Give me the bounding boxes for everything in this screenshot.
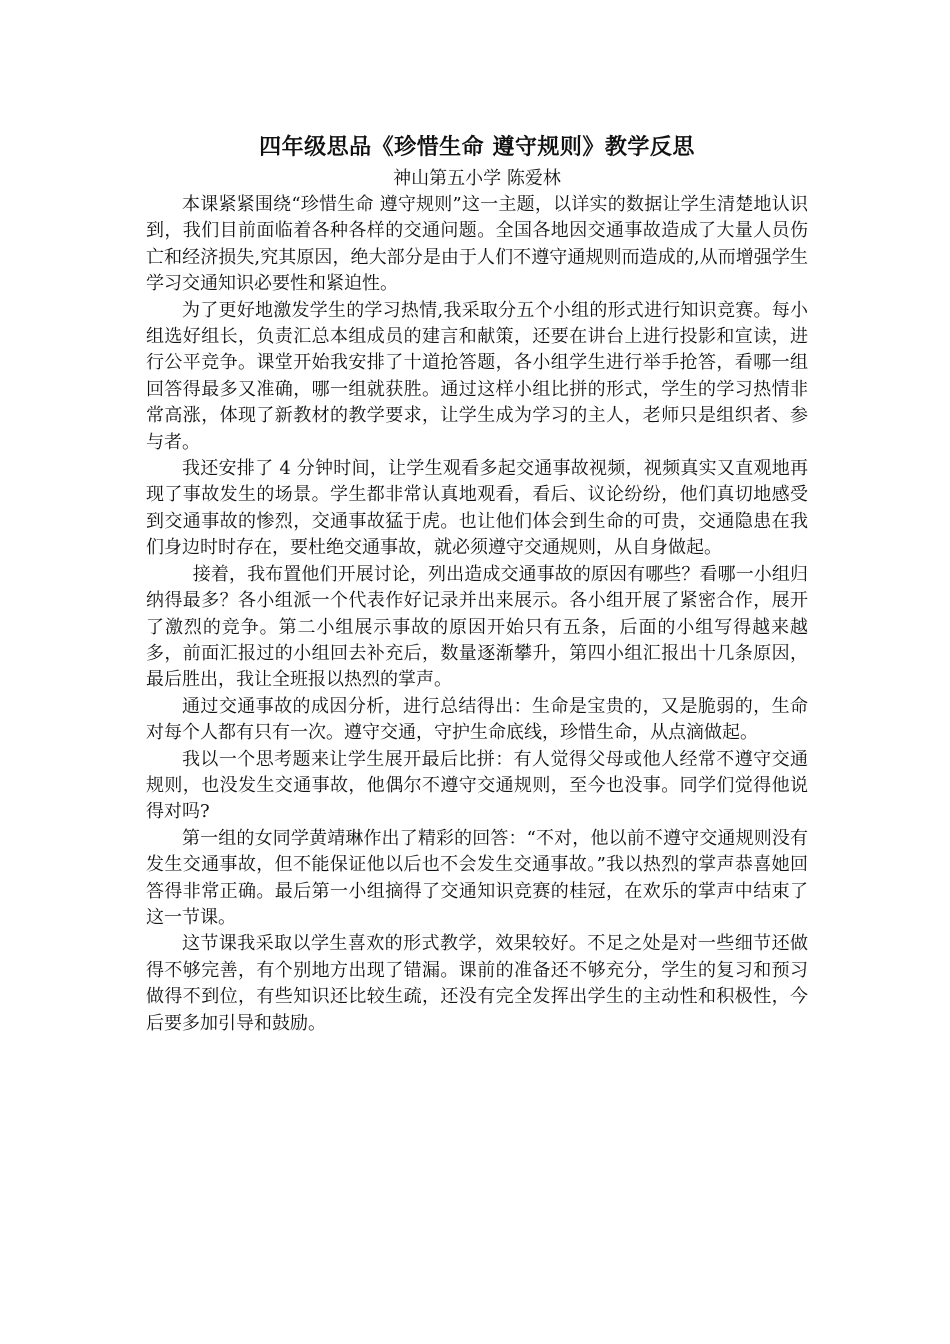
document-author: 神山第五小学 陈爱林: [393, 168, 561, 189]
document-title: 四年级思品《珍惜生命 遵守规则》教学反思: [259, 134, 695, 160]
paragraph-5: 通过交通事故的成因分析，进行总结得出：生命是宝贵的，又是脆弱的，生命对每个人都有只有一次。遵守交通，守护生命底线，珍惜生命，从点滴做起。: [146, 695, 808, 744]
paragraph-7: 第一组的女同学黄靖琳作出了精彩的回答：“不对，他以前不遵守交通规则没有发生交通事故，但不能保证他以后也不会发生交通事故。”我以热烈的掌声恭喜她回答得非常正确。最后第一小组摘得了交通知识竞赛的桂冠，在欢乐的掌声中结束了这一节课。: [146, 827, 808, 928]
paragraph-4: 接着，我布置他们开展讨论，列出造成交通事故的原因有哪些？看哪一小组归纳得最多？各小组派一个代表作好记录并出来展示。各小组开展了紧密合作，展开了激烈的竞争。第二小组展示事故的原因开始只有五条，后面的小组写得越来越多，前面汇报过的小组回去补充后，数量逐渐攀升，第四小组汇报出十几条原因，最后胜出，我让全班报以热烈的掌声。: [146, 563, 808, 691]
paragraph-2: 为了更好地激发学生的学习热情,我采取分五个小组的形式进行知识竞赛。每小组选好组长，负责汇总本组成员的建言和献策，还要在讲台上进行投影和宣读，进行公平竞争。课堂开始我安排了十道抢答题，各小组学生进行举手抢答，看哪一组回答得最多又准确，哪一组就获胜。通过这样小组比拼的形式，学生的学习热情非常高涨，体现了新教材的教学要求，让学生成为学习的主人，老师只是组织者、参与者。: [146, 299, 808, 453]
paragraph-3: 我还安排了 4 分钟时间，让学生观看多起交通事故视频，视频真实又直观地再现了事故发生的场景。学生都非常认真地观看，看后、议论纷纷，他们真切地感受到交通事故的惨烈，交通事故猛于虎。也让他们体会到生命的可贵，交通隐患在我们身边时时存在，要杜绝交通事故，就必须遵守交通规则，从自身做起。: [146, 458, 808, 559]
paragraph-8: 这节课我采取以学生喜欢的形式教学，效果较好。不足之处是对一些细节还做得不够完善，有个别地方出现了错漏。课前的准备还不够充分，学生的复习和预习做得不到位，有些知识还比较生疏，还没有完全发挥出学生的主动性和积极性，今后要多加引导和鼓励。: [146, 933, 808, 1034]
paragraph-6: 我以一个思考题来让学生展开最后比拼：有人觉得父母或他人经常不遵守交通规则，也没发生交通事故，他偶尔不遵守交通规则，至今也没事。同学们觉得他说得对吗?: [146, 748, 808, 823]
paragraph-1: 本课紧紧围绕“珍惜生命 遵守规则”这一主题，以详实的数据让学生清楚地认识到，我们目前面临着各种各样的交通问题。全国各地因交通事故造成了大量人员伤亡和经济损失,究其原因，绝大部分是由于人们不遵守通规则而造成的,从而增强学生学习交通知识必要性和紧迫性。: [146, 194, 808, 295]
document-page: [146, 130, 808, 1037]
